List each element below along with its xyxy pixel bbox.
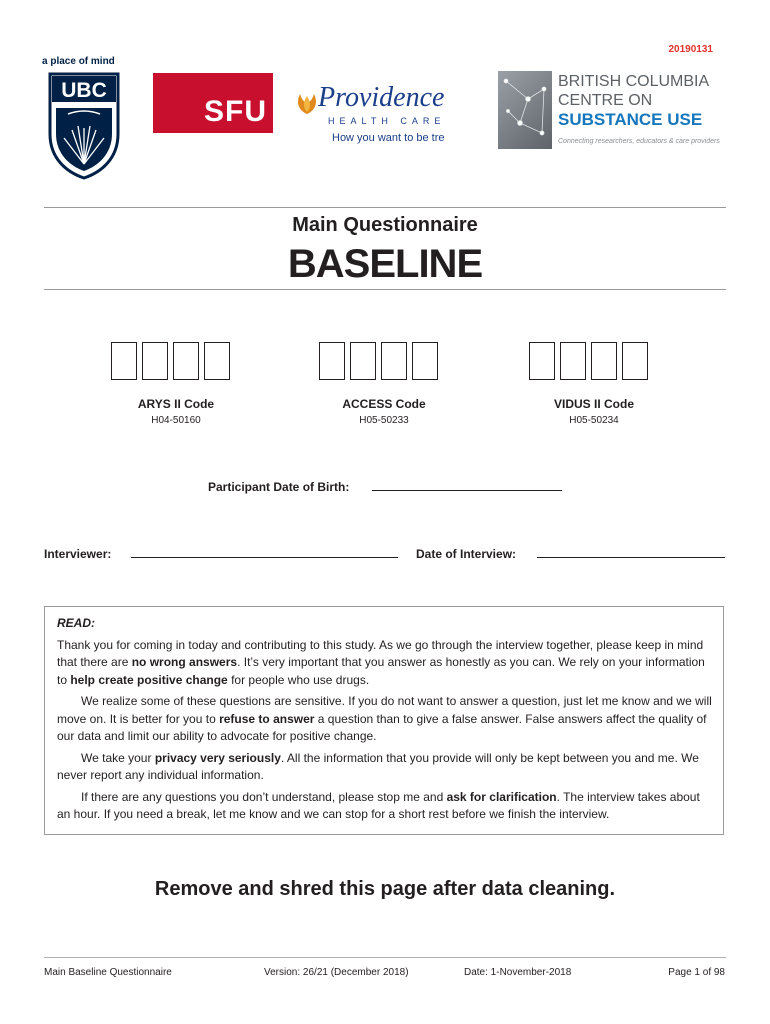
code-box[interactable] (412, 342, 438, 380)
bottom-rule (44, 289, 726, 290)
providence-name: Providence (318, 82, 445, 113)
footer-document-name: Main Baseline Questionnaire (44, 967, 172, 978)
read-paragraph-1: Thank you for coming in today and contributing to this study. As we go through the interview together, please keep in mind that there are no wrong answers. It’s very important that you answer as honestly as you can. We rely on your information to help create positive change for people who use drugs. (57, 637, 705, 687)
providence-subtitle: HEALTH CARE (328, 116, 446, 126)
read-script-box (44, 606, 724, 835)
read-paragraph-4: If there are any questions you don’t understand, please stop me and ask for clarification. The interview takes about an hour. If you need a break, let me know and we can stop for a short rest before we finish the interview. (57, 789, 700, 821)
read-paragraph-2: We realize some of these questions are sensitive. If you do not want to answer a question, just let me know and we will move on. It is better for you to refuse to answer a question than to give a false answer. False answers affect the quality of our data and limit our ability to advocate for positive change. (57, 694, 712, 743)
code-box[interactable] (111, 342, 137, 380)
code-box[interactable] (560, 342, 586, 380)
page-subtitle: Main Questionnaire (292, 214, 478, 236)
code-box[interactable] (381, 342, 407, 380)
code-box[interactable] (173, 342, 199, 380)
code-box[interactable] (529, 342, 555, 380)
interviewer-field[interactable] (131, 557, 398, 558)
access-code-label: ACCESS Code (342, 397, 426, 411)
providence-tagline: How you want to be tre (332, 132, 445, 144)
footer-date: Date: 1-November-2018 (464, 967, 572, 978)
sfu-name: SFU (204, 95, 267, 128)
read-paragraph-3: We take your privacy very seriously. All the information that you provide will only be kept between you and me. We never report any individual information. (57, 750, 699, 782)
top-rule (44, 207, 726, 208)
date-of-interview-field[interactable] (537, 557, 725, 558)
code-box[interactable] (319, 342, 345, 380)
bccsu-line-1: BRITISH COLUMBIA (558, 73, 710, 90)
vidus-code-value: H05-50234 (569, 415, 619, 426)
page-title: BASELINE (287, 242, 483, 286)
code-box[interactable] (591, 342, 617, 380)
dob-field[interactable] (372, 490, 562, 491)
arys-code-boxes (111, 342, 230, 380)
arys-code-label: ARYS II Code (137, 397, 215, 411)
vidus-code-label: VIDUS II Code (553, 397, 634, 411)
shred-notice: Remove and shred this page after data cleaning. (154, 878, 616, 900)
code-box[interactable] (204, 342, 230, 380)
vidus-code-boxes (529, 342, 648, 380)
access-code-value: H05-50233 (359, 415, 409, 426)
footer-version: Version: 26/21 (December 2018) (264, 967, 409, 978)
network-graphic-icon (498, 71, 552, 149)
bccsu-tagline: Connecting researchers, educators & care providers (558, 138, 720, 145)
bccsu-line-2: CENTRE ON (558, 92, 653, 109)
arys-code-value: H04-50160 (151, 415, 201, 426)
code-box[interactable] (350, 342, 376, 380)
bccsu-line-3: SUBSTANCE USE (558, 110, 703, 129)
code-box[interactable] (622, 342, 648, 380)
access-code-boxes (319, 342, 438, 380)
dob-label: Participant Date of Birth: (208, 480, 350, 494)
footer-page-number: Page 1 of 98 (668, 967, 725, 978)
document-id: 20190131 (668, 44, 713, 55)
bccsu-name (558, 72, 709, 129)
providence-logo (292, 68, 452, 150)
code-box[interactable] (142, 342, 168, 380)
ubc-crest-logo (46, 72, 122, 180)
interviewer-label: Interviewer: (44, 547, 112, 561)
ubc-tagline: a place of mind (42, 56, 115, 67)
ubc-name: UBC (61, 79, 107, 102)
footer-rule (44, 957, 726, 958)
read-label: READ: (57, 616, 95, 630)
bccsu-network-image (498, 71, 552, 149)
date-of-interview-label: Date of Interview: (416, 547, 517, 561)
sfu-logo (153, 73, 273, 133)
